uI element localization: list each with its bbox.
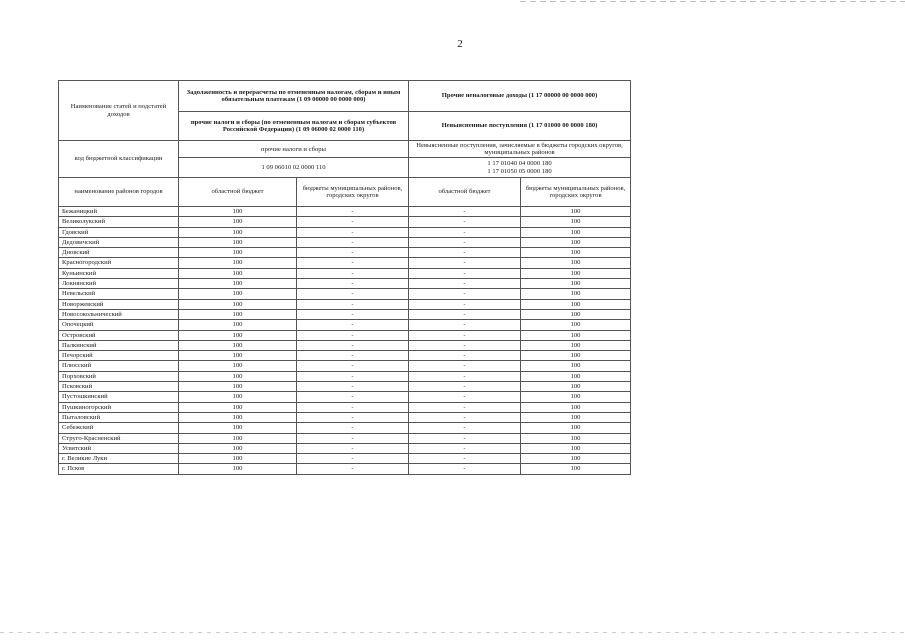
table-row bbox=[59, 320, 631, 330]
table-row bbox=[59, 207, 631, 217]
table-row bbox=[59, 279, 631, 289]
cell-municipal-1: - bbox=[297, 237, 409, 247]
cell-municipal-1: - bbox=[297, 433, 409, 443]
cell-regional-1: 100 bbox=[179, 433, 297, 443]
cell-regional-1: 100 bbox=[179, 320, 297, 330]
table-row bbox=[59, 382, 631, 392]
cell-regional-1: 100 bbox=[179, 392, 297, 402]
cell-municipal-2: 100 bbox=[521, 464, 631, 474]
cell-municipal-2: 100 bbox=[521, 309, 631, 319]
cell-regional-2: - bbox=[409, 423, 521, 433]
cell-municipal-1: - bbox=[297, 402, 409, 412]
cell-municipal-2: 100 bbox=[521, 217, 631, 227]
cell-regional-2: - bbox=[409, 392, 521, 402]
cell-regional-2: - bbox=[409, 237, 521, 247]
cell-regional-2: - bbox=[409, 382, 521, 392]
cell-regional-2: - bbox=[409, 248, 521, 258]
cell-regional-1: 100 bbox=[179, 309, 297, 319]
header-group2-name: Невыясненные поступления, зачисляемые в бюджеты городских округов, муниципальных районов bbox=[409, 141, 631, 158]
table-row bbox=[59, 371, 631, 381]
cell-municipal-2: 100 bbox=[521, 258, 631, 268]
cell-municipal-2: 100 bbox=[521, 227, 631, 237]
table-row bbox=[59, 330, 631, 340]
cell-regional-1: 100 bbox=[179, 371, 297, 381]
cell-municipal-1: - bbox=[297, 258, 409, 268]
cell-regional-2: - bbox=[409, 320, 521, 330]
cell-municipal-2: 100 bbox=[521, 268, 631, 278]
district-name: Новосокольнический bbox=[59, 309, 179, 319]
cell-municipal-2: 100 bbox=[521, 299, 631, 309]
table-row bbox=[59, 351, 631, 361]
table-row bbox=[59, 268, 631, 278]
cell-regional-1: 100 bbox=[179, 268, 297, 278]
table-row bbox=[59, 412, 631, 422]
cell-municipal-2: 100 bbox=[521, 443, 631, 453]
cell-regional-1: 100 bbox=[179, 340, 297, 350]
cell-regional-1: 100 bbox=[179, 402, 297, 412]
cell-regional-2: - bbox=[409, 361, 521, 371]
cell-municipal-2: 100 bbox=[521, 402, 631, 412]
cell-municipal-1: - bbox=[297, 330, 409, 340]
cell-regional-2: - bbox=[409, 371, 521, 381]
district-name: Плюсский bbox=[59, 361, 179, 371]
cell-municipal-1: - bbox=[297, 320, 409, 330]
cell-municipal-2: 100 bbox=[521, 320, 631, 330]
page-number: 2 bbox=[457, 38, 463, 50]
cell-municipal-1: - bbox=[297, 351, 409, 361]
cell-regional-2: - bbox=[409, 464, 521, 474]
district-name: Красногородский bbox=[59, 258, 179, 268]
cell-municipal-2: 100 bbox=[521, 340, 631, 350]
district-name: Усвятский bbox=[59, 443, 179, 453]
cell-municipal-2: 100 bbox=[521, 433, 631, 443]
revenue-distribution-table bbox=[58, 80, 631, 475]
district-name: Пустошкинский bbox=[59, 392, 179, 402]
cell-municipal-1: - bbox=[297, 207, 409, 217]
table-row bbox=[59, 361, 631, 371]
cell-regional-1: 100 bbox=[179, 248, 297, 258]
district-name: Островский bbox=[59, 330, 179, 340]
cell-municipal-2: 100 bbox=[521, 330, 631, 340]
district-name: Куньинский bbox=[59, 268, 179, 278]
cell-regional-1: 100 bbox=[179, 217, 297, 227]
cell-municipal-1: - bbox=[297, 464, 409, 474]
cell-municipal-1: - bbox=[297, 217, 409, 227]
header-label-code: код бюджетной классификации bbox=[59, 141, 179, 178]
cell-regional-2: - bbox=[409, 443, 521, 453]
cell-regional-1: 100 bbox=[179, 412, 297, 422]
table-row bbox=[59, 433, 631, 443]
cell-municipal-2: 100 bbox=[521, 237, 631, 247]
cell-regional-2: - bbox=[409, 454, 521, 464]
cell-regional-1: 100 bbox=[179, 258, 297, 268]
header-row-3a bbox=[59, 141, 631, 158]
cell-municipal-2: 100 bbox=[521, 248, 631, 258]
district-name: Дедовичский bbox=[59, 237, 179, 247]
cell-municipal-2: 100 bbox=[521, 361, 631, 371]
cell-municipal-2: 100 bbox=[521, 412, 631, 422]
cell-municipal-2: 100 bbox=[521, 351, 631, 361]
header-label-districts: наименование районов городов bbox=[59, 178, 179, 207]
cell-regional-1: 100 bbox=[179, 351, 297, 361]
header-group1-title: Задолженность и перерасчеты по отмененным налогам, сборам и иным обязательным платежам (1 09 00000 00 0000 000) bbox=[179, 81, 409, 112]
cell-regional-1: 100 bbox=[179, 464, 297, 474]
scan-artifact-top bbox=[520, 1, 905, 2]
cell-regional-1: 100 bbox=[179, 299, 297, 309]
header-group1-name: прочие налоги и сборы bbox=[179, 141, 409, 158]
table-row bbox=[59, 289, 631, 299]
cell-municipal-2: 100 bbox=[521, 289, 631, 299]
cell-regional-1: 100 bbox=[179, 443, 297, 453]
district-name: г. Псков bbox=[59, 464, 179, 474]
header-col-regional-1: областной бюджет bbox=[179, 178, 297, 207]
cell-municipal-1: - bbox=[297, 382, 409, 392]
header-group1-code: 1 09 06010 02 0000 110 bbox=[179, 158, 409, 178]
district-name: Пыталовский bbox=[59, 412, 179, 422]
cell-regional-1: 100 bbox=[179, 382, 297, 392]
table-row bbox=[59, 340, 631, 350]
district-name: Великолукский bbox=[59, 217, 179, 227]
header-col-municipal-1: бюджеты муниципальных районов, городских округов bbox=[297, 178, 409, 207]
district-name: Себежский bbox=[59, 423, 179, 433]
cell-municipal-2: 100 bbox=[521, 279, 631, 289]
cell-municipal-1: - bbox=[297, 423, 409, 433]
district-name: Опочецкий bbox=[59, 320, 179, 330]
cell-municipal-1: - bbox=[297, 299, 409, 309]
district-name: Струго-Красненский bbox=[59, 433, 179, 443]
cell-regional-2: - bbox=[409, 279, 521, 289]
cell-regional-2: - bbox=[409, 351, 521, 361]
district-name: Дновский bbox=[59, 248, 179, 258]
cell-municipal-1: - bbox=[297, 268, 409, 278]
cell-regional-1: 100 bbox=[179, 330, 297, 340]
cell-regional-1: 100 bbox=[179, 361, 297, 371]
header-label-articles: Наименование статей и подстатей доходов bbox=[59, 81, 179, 141]
cell-regional-2: - bbox=[409, 227, 521, 237]
scan-artifact-bottom bbox=[0, 632, 905, 633]
cell-regional-2: - bbox=[409, 299, 521, 309]
cell-municipal-1: - bbox=[297, 289, 409, 299]
cell-municipal-1: - bbox=[297, 443, 409, 453]
table-row bbox=[59, 237, 631, 247]
cell-regional-2: - bbox=[409, 207, 521, 217]
header-group2-code: 1 17 01040 04 0000 180 1 17 01050 05 0000 180 bbox=[409, 158, 631, 178]
header-group2-subtitle: Невыясненные поступления (1 17 01000 00 0000 180) bbox=[409, 112, 631, 141]
cell-municipal-1: - bbox=[297, 454, 409, 464]
cell-municipal-1: - bbox=[297, 392, 409, 402]
cell-municipal-1: - bbox=[297, 361, 409, 371]
district-name: Новоржевский bbox=[59, 299, 179, 309]
table-row bbox=[59, 248, 631, 258]
cell-regional-1: 100 bbox=[179, 237, 297, 247]
table-row bbox=[59, 217, 631, 227]
cell-municipal-2: 100 bbox=[521, 423, 631, 433]
cell-municipal-2: 100 bbox=[521, 371, 631, 381]
district-name: Бежаницкий bbox=[59, 207, 179, 217]
cell-regional-1: 100 bbox=[179, 227, 297, 237]
cell-municipal-2: 100 bbox=[521, 207, 631, 217]
district-name: Локнянский bbox=[59, 279, 179, 289]
cell-municipal-1: - bbox=[297, 340, 409, 350]
table-row bbox=[59, 402, 631, 412]
cell-regional-2: - bbox=[409, 289, 521, 299]
cell-regional-1: 100 bbox=[179, 207, 297, 217]
cell-municipal-2: 100 bbox=[521, 382, 631, 392]
cell-municipal-1: - bbox=[297, 412, 409, 422]
table-row bbox=[59, 454, 631, 464]
cell-regional-1: 100 bbox=[179, 454, 297, 464]
district-name: Порховский bbox=[59, 371, 179, 381]
header-col-regional-2: областной бюджет bbox=[409, 178, 521, 207]
table-row bbox=[59, 227, 631, 237]
cell-regional-1: 100 bbox=[179, 423, 297, 433]
table-row bbox=[59, 464, 631, 474]
table-row bbox=[59, 423, 631, 433]
header-group2-title: Прочие неналоговые доходы (1 17 00000 00 0000 000) bbox=[409, 81, 631, 112]
cell-regional-2: - bbox=[409, 217, 521, 227]
cell-regional-1: 100 bbox=[179, 289, 297, 299]
district-name: Гдовский bbox=[59, 227, 179, 237]
district-name: Псковский bbox=[59, 382, 179, 392]
cell-municipal-2: 100 bbox=[521, 454, 631, 464]
cell-municipal-1: - bbox=[297, 309, 409, 319]
header-col-municipal-2: бюджеты муниципальных районов, городских округов bbox=[521, 178, 631, 207]
header-row-4 bbox=[59, 178, 631, 207]
cell-regional-2: - bbox=[409, 402, 521, 412]
cell-regional-1: 100 bbox=[179, 279, 297, 289]
district-name: Печорский bbox=[59, 351, 179, 361]
district-name: Палкинский bbox=[59, 340, 179, 350]
district-name: г. Великие Луки bbox=[59, 454, 179, 464]
cell-regional-2: - bbox=[409, 309, 521, 319]
table-row bbox=[59, 443, 631, 453]
cell-municipal-1: - bbox=[297, 371, 409, 381]
header-row-1 bbox=[59, 81, 631, 112]
cell-regional-2: - bbox=[409, 258, 521, 268]
cell-regional-2: - bbox=[409, 268, 521, 278]
cell-regional-2: - bbox=[409, 433, 521, 443]
cell-regional-2: - bbox=[409, 340, 521, 350]
header-group1-subtitle: прочие налоги и сборы (по отмененным налогам и сборам субъектов Российской Федерации) (1 09 06000 02 0000 110) bbox=[179, 112, 409, 141]
cell-regional-2: - bbox=[409, 412, 521, 422]
table-row bbox=[59, 309, 631, 319]
cell-regional-2: - bbox=[409, 330, 521, 340]
cell-municipal-1: - bbox=[297, 248, 409, 258]
table-row bbox=[59, 258, 631, 268]
district-name: Пушкиногорский bbox=[59, 402, 179, 412]
cell-municipal-1: - bbox=[297, 227, 409, 237]
table-row bbox=[59, 299, 631, 309]
cell-municipal-2: 100 bbox=[521, 392, 631, 402]
cell-municipal-1: - bbox=[297, 279, 409, 289]
district-name: Невельский bbox=[59, 289, 179, 299]
table-row bbox=[59, 392, 631, 402]
